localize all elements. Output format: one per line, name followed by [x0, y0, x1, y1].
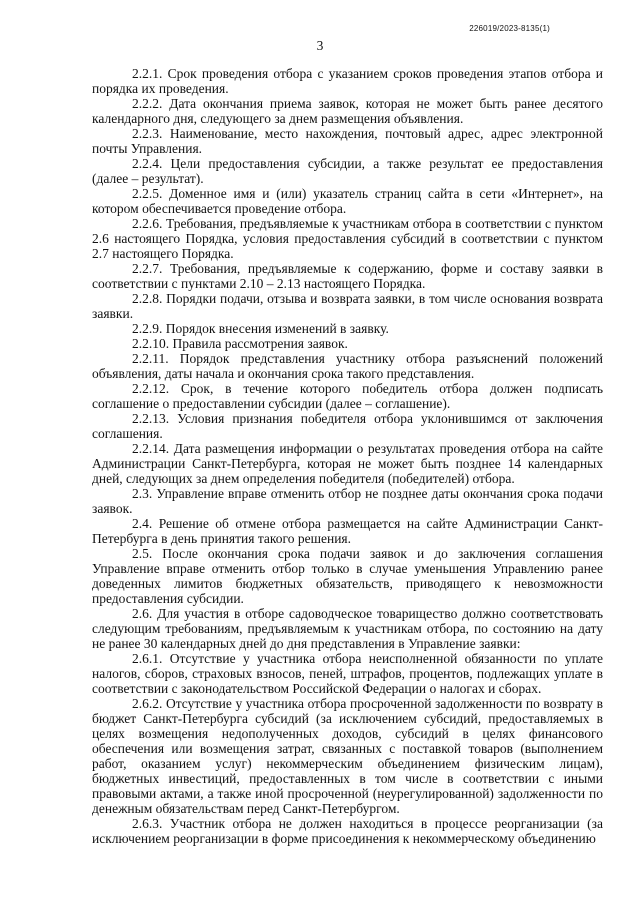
paragraph-2-2-13: 2.2.13. Условия признания победителя отбора уклонившимся от заключения соглашения.: [92, 411, 603, 441]
paragraph-2-2-8: 2.2.8. Порядки подачи, отзыва и возврата заявки, в том числе основания возврата заявки.: [92, 291, 603, 321]
paragraph-2-2-2: 2.2.2. Дата окончания приема заявок, которая не может быть ранее десятого календарного дня, следующего за днем размещения объявления.: [92, 96, 603, 126]
paragraph-2-4: 2.4. Решение об отмене отбора размещается на сайте Администрации Санкт-Петербурга в день принятия такого решения.: [92, 516, 603, 546]
paragraph-2-2-1: 2.2.1. Срок проведения отбора с указанием сроков проведения этапов отбора и порядка их проведения.: [92, 66, 603, 96]
paragraph-2-2-14: 2.2.14. Дата размещения информации о результатах проведения отбора на сайте Администрации Санкт-Петербурга, которая не может быть позднее 14 календарных дней, следующих за днем определения победителя (победителей) отбора.: [92, 441, 603, 486]
document-registration-number: 226019/2023-8135(1): [469, 24, 550, 33]
paragraph-2-2-4: 2.2.4. Цели предоставления субсидии, а также результат ее предоставления (далее – результат).: [92, 156, 603, 186]
paragraph-2-3: 2.3. Управление вправе отменить отбор не позднее даты окончания срока подачи заявок.: [92, 486, 603, 516]
paragraph-2-2-11: 2.2.11. Порядок представления участнику отбора разъяснений положений объявления, даты начала и окончания срока такого представления.: [92, 351, 603, 381]
paragraph-2-6: 2.6. Для участия в отборе садоводческое товарищество должно соответствовать следующим требованиям, предъявляемым к участникам отбора, по состоянию на дату не ранее 30 календарных дней до дня представления в Управление заявки:: [92, 606, 603, 651]
paragraph-2-2-9: 2.2.9. Порядок внесения изменений в заявку.: [132, 321, 389, 336]
paragraph-2-2-5: 2.2.5. Доменное имя и (или) указатель страниц сайта в сети «Интернет», на котором обеспечивается проведение отбора.: [92, 186, 603, 216]
paragraph-2-6-3: 2.6.3. Участник отбора не должен находиться в процессе реорганизации (за исключением реорганизации в форме присоединения к некоммерческому объединению: [92, 816, 603, 846]
page-number: 3: [316, 38, 324, 53]
paragraph-2-5: 2.5. После окончания срока подачи заявок и до заключения соглашения Управление вправе отменить отбор только в случае уменьшения Управлению ранее доведенных лимитов бюджетных обязательств, приводящего к невозможности предоставления субсидии.: [92, 546, 603, 606]
paragraph-2-6-2: 2.6.2. Отсутствие у участника отбора просроченной задолженности по возврату в бюджет Санкт-Петербурга субсидий (за исключением субсидий, предоставляемых в целях возмещения недополученных доходов, субсидий в целях финансового обеспечения или возмещения затрат, связанных с поставкой товаров (выполнением работ, оказанием услуг) некоммерческим объединением физическим лицам), бюджетных инвестиций, предоставленных в том числе в соответствии с иными правовыми актами, а также иной просроченной (неурегулированной) задолженности по денежным обязательствам перед Санкт-Петербургом.: [92, 696, 603, 816]
paragraph-2-2-6: 2.2.6. Требования, предъявляемые к участникам отбора в соответствии с пунктом 2.6 настоящего Порядка, условия предоставления субсидий в соответствии с пунктом 2.7 настоящего Порядка.: [92, 216, 603, 261]
paragraph-2-2-10: 2.2.10. Правила рассмотрения заявок.: [132, 336, 348, 351]
paragraph-2-6-1: 2.6.1. Отсутствие у участника отбора неисполненной обязанности по уплате налогов, сборов, страховых взносов, пеней, штрафов, процентов, подлежащих уплате в соответствии с законодательством Российской Федерации о налогах и сборах.: [92, 651, 603, 696]
document-body: [92, 66, 603, 846]
paragraph-2-2-7: 2.2.7. Требования, предъявляемые к содержанию, форме и составу заявки в соответствии с пунктами 2.10 – 2.13 настоящего Порядка.: [92, 261, 603, 291]
paragraph-2-2-12: 2.2.12. Срок, в течение которого победитель отбора должен подписать соглашение о предоставлении субсидии (далее – соглашение).: [92, 381, 603, 411]
paragraph-2-2-3: 2.2.3. Наименование, место нахождения, почтовый адрес, адрес электронной почты Управления.: [92, 126, 603, 156]
